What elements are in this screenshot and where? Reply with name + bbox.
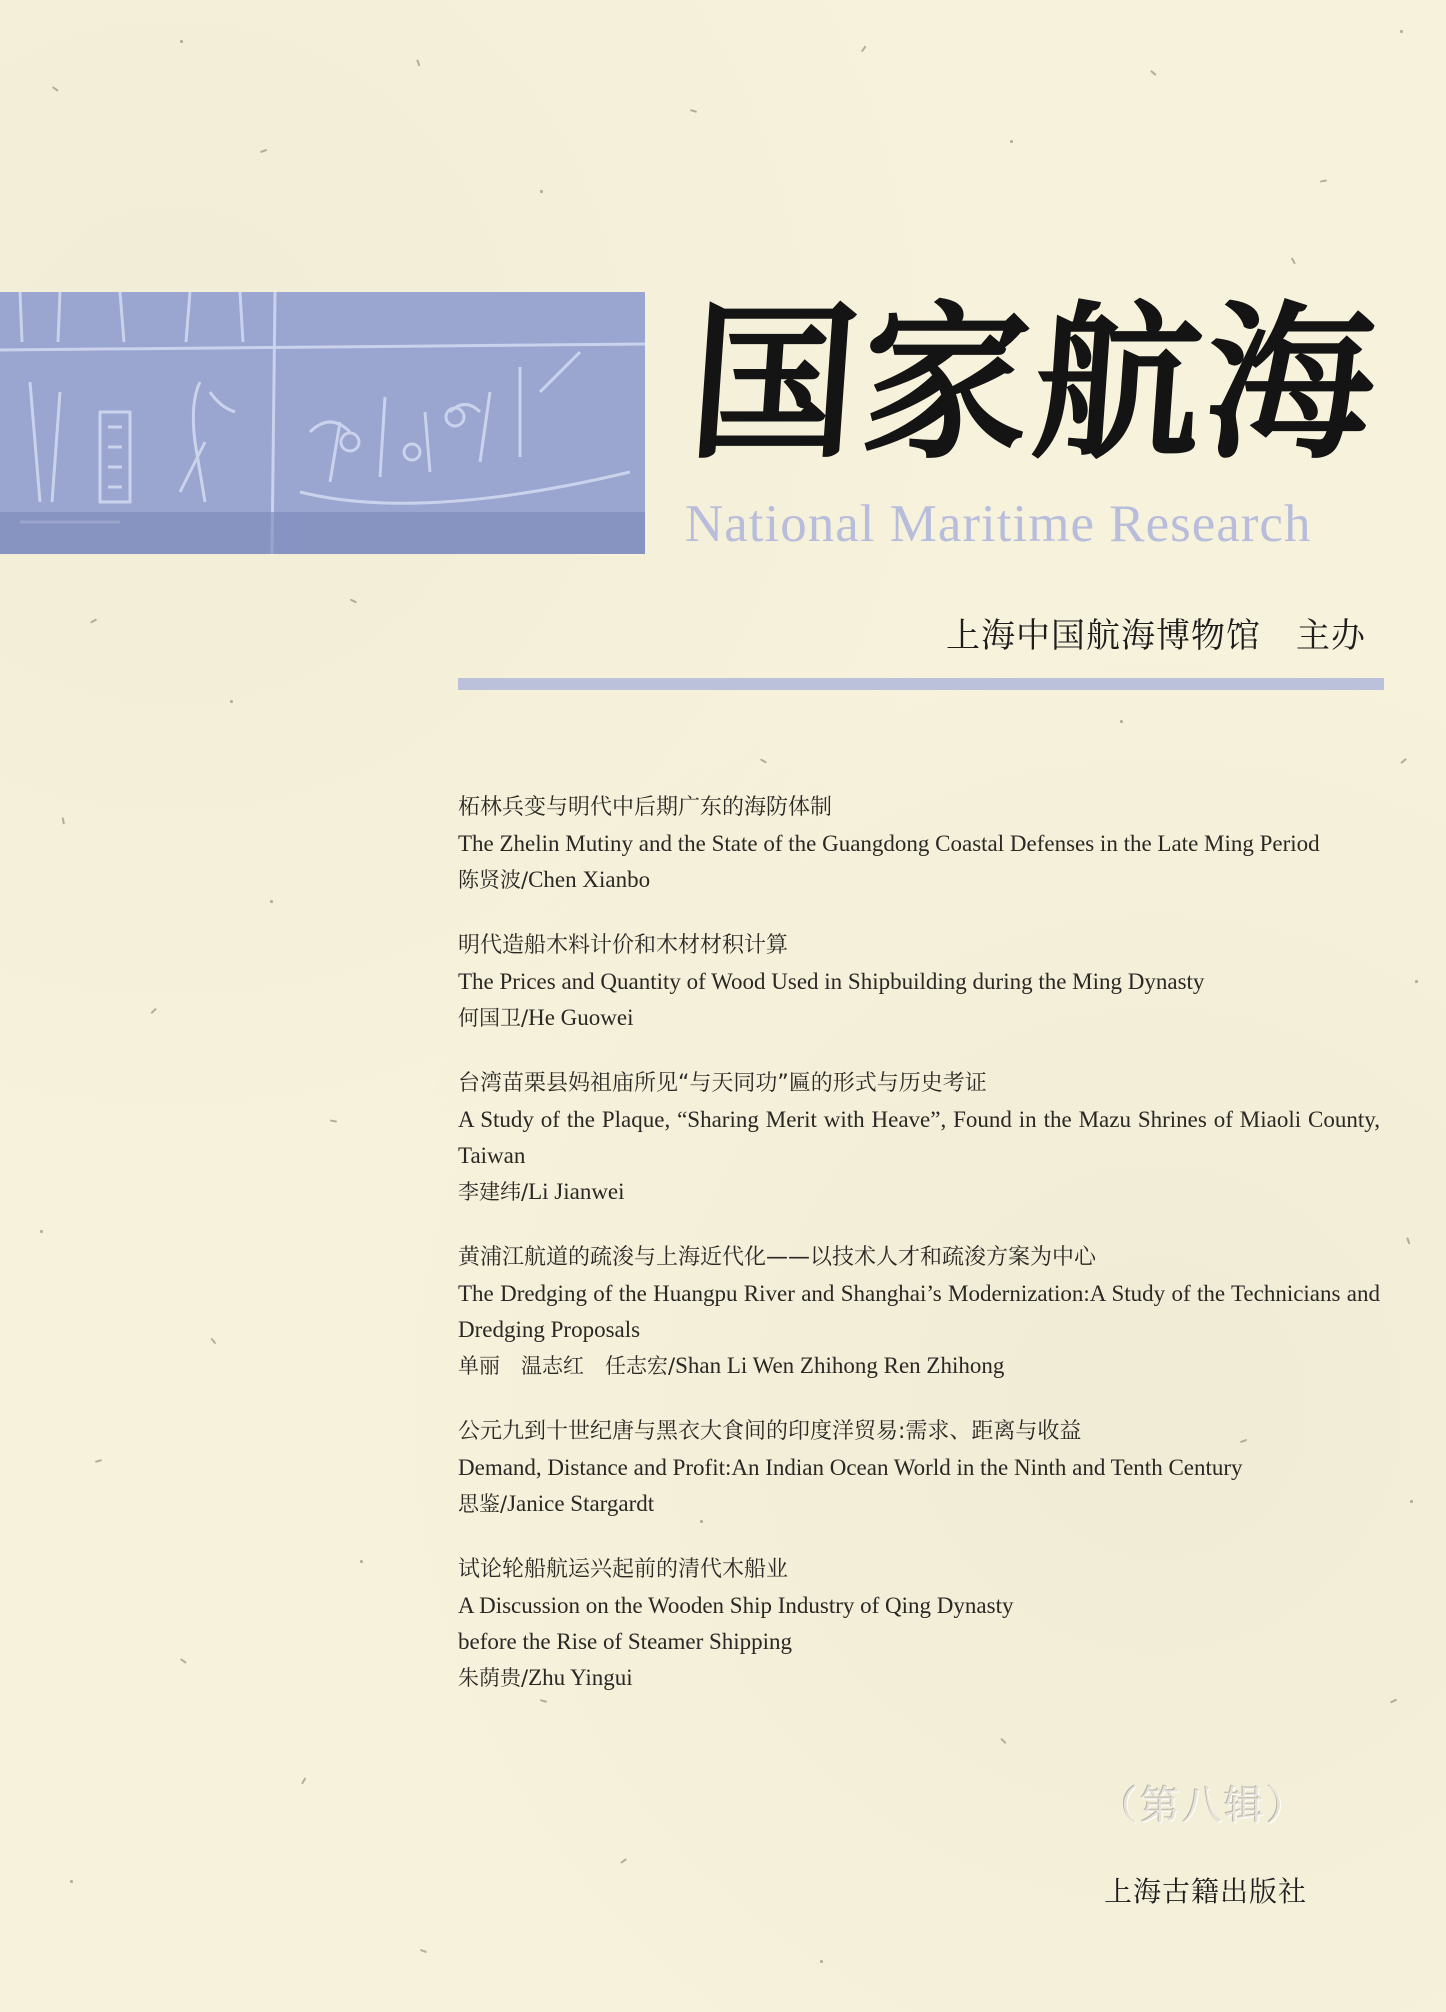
article-title-english: The Dredging of the Huangpu River and Shanghai’s Modernization:A Study of the Technicians and Dredging Proposals: [458, 1281, 1380, 1342]
author-chinese: 陈贤波/: [458, 868, 529, 892]
divider-bar: [458, 678, 1384, 690]
author-english: Chen Xianbo: [528, 867, 651, 892]
article-entry: [458, 1552, 1380, 1696]
article-title-english: Demand, Distance and Profit:An Indian Ocean World in the Ninth and Tenth Century: [458, 1455, 1243, 1480]
article-title-chinese: 公元九到十世纪唐与黑衣大食间的印度洋贸易:需求、距离与收益: [458, 1419, 1082, 1444]
author-english: Shan Li Wen Zhihong Ren Zhihong: [675, 1353, 1005, 1378]
publisher-name: 上海古籍出版社: [1104, 1875, 1308, 1908]
article-entry: [458, 1066, 1380, 1210]
article-entry: [458, 928, 1380, 1036]
journal-title-chinese: 国家航海: [683, 284, 1385, 482]
sponsor-line: 上海中国航海博物馆 主办: [946, 616, 1366, 656]
author-english: Li Jianwei: [528, 1179, 625, 1204]
article-title-chinese: 柘林兵变与明代中后期广东的海防体制: [458, 795, 833, 820]
journal-title-english: National Maritime Research: [685, 495, 1312, 553]
author-chinese: 单丽 温志红 任志宏/: [458, 1354, 676, 1378]
article-entry: [458, 1240, 1380, 1384]
article-author: [458, 1174, 1380, 1210]
volume-number: （第八辑）: [1098, 1783, 1308, 1829]
article-title-english: The Prices and Quantity of Wood Used in Shipbuilding during the Ming Dynasty: [458, 969, 1205, 994]
author-chinese: 何国卫/: [458, 1006, 529, 1030]
author-chinese: 李建纬/: [458, 1180, 529, 1204]
article-author: [458, 1348, 1380, 1384]
author-english: Janice Stargardt: [507, 1491, 655, 1516]
table-of-contents: [458, 790, 1380, 1726]
article-author: [458, 1660, 1380, 1696]
article-title-english: A Study of the Plaque, “Sharing Merit with Heave”, Found in the Mazu Shrines of Miaoli County, Taiwan: [458, 1107, 1380, 1168]
article-entry: [458, 1414, 1380, 1522]
relief-image: [0, 292, 645, 554]
article-author: [458, 1486, 1380, 1522]
article-title-english-line-2: before the Rise of Steamer Shipping: [458, 1629, 793, 1654]
article-author: [458, 862, 1380, 898]
article-title-english: The Zhelin Mutiny and the State of the Guangdong Coastal Defenses in the Late Ming Period: [458, 831, 1320, 856]
article-title-chinese: 试论轮船航运兴起前的清代木船业: [458, 1557, 789, 1582]
author-english: He Guowei: [528, 1005, 634, 1030]
article-title-chinese: 明代造船木料计价和木材材积计算: [458, 933, 789, 958]
article-entry: [458, 790, 1380, 898]
author-english: Zhu Yingui: [528, 1665, 633, 1690]
article-title-chinese: 台湾苗栗县妈祖庙所见“与天同功”匾的形式与历史考证: [458, 1071, 987, 1096]
article-title-chinese: 黄浦江航道的疏浚与上海近代化——以技术人才和疏浚方案为中心: [458, 1245, 1097, 1270]
article-title-english-line-1: A Discussion on the Wooden Ship Industry of Qing Dynasty: [458, 1593, 1014, 1618]
author-chinese: 朱荫贵/: [458, 1666, 529, 1690]
author-chinese: 思鉴/: [458, 1492, 508, 1516]
article-author: [458, 1000, 1380, 1036]
